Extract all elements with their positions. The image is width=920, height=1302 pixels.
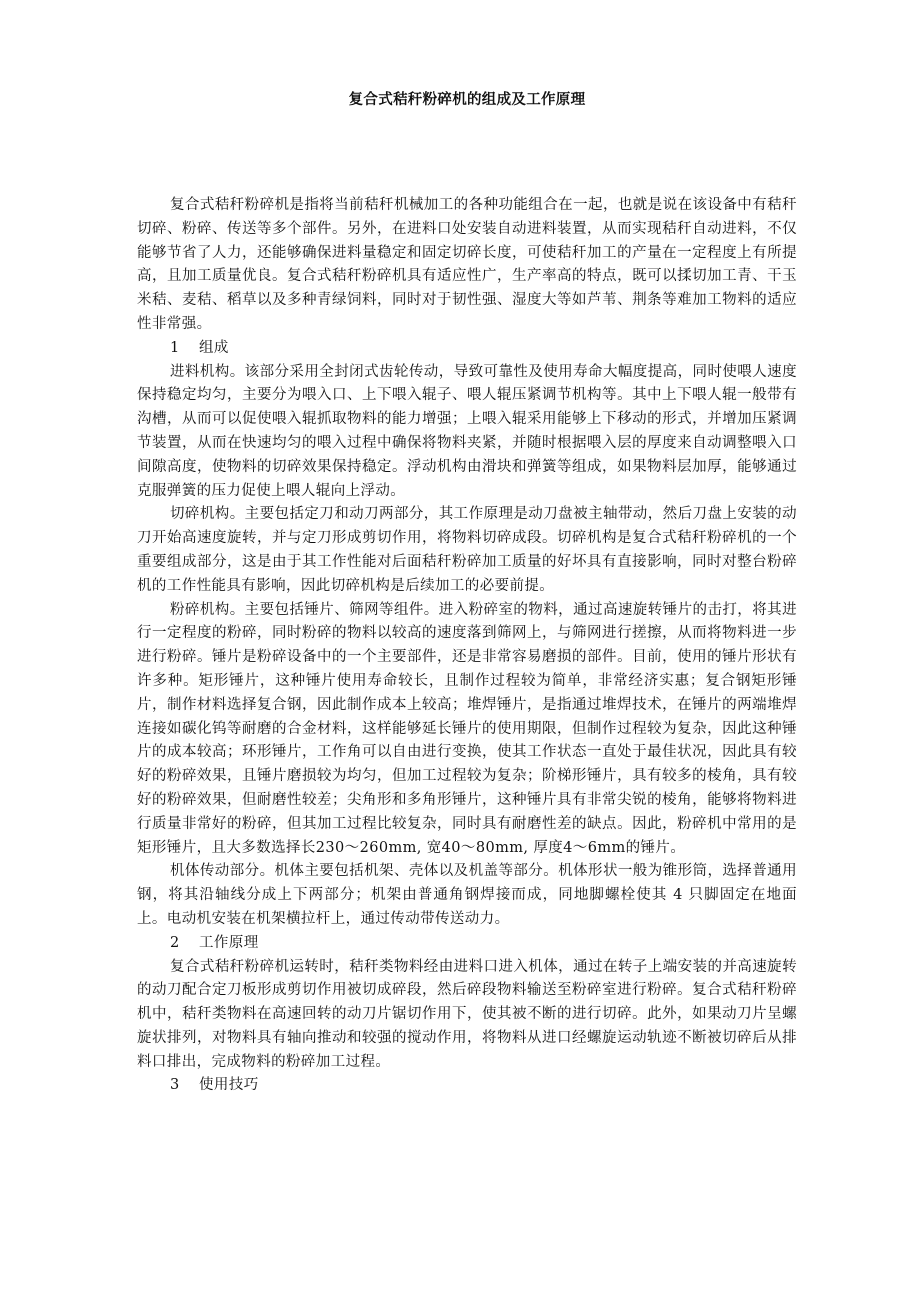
document-title: 复合式秸秆粉碎机的组成及工作原理 — [348, 91, 586, 108]
paragraph-feeding-mechanism: 进料机构。该部分采用全封闭式齿轮传动，导致可靠性及使用寿命大幅度提高，同时使喂人速度保持稳定均匀，主要分为喂入口、上下喂入辊子、喂人辊压紧调节机构等。其中上下喂人辊一般带有沟槽，从而可以促使喂入辊抓取物料的能力增强；上喂入辊采用能够上下移动的形式，并增加压紧调节装置，从而在快速均匀的喂入过程中确保将物料夹紧，并随时根据喂入层的厚度来自动调整喂入口间隙高度，使物料的切碎效果保持稳定。浮动机构由滑块和弹簧等组成，如果物料层加厚，能够通过克服弹簧的压力促使上喂人辊向上浮动。 — [137, 363, 797, 499]
paragraph-transmission: 机体传动部分。机体主要包括机架、壳体以及机盖等部分。机体形状一般为锥形筒，选择普通用钢，将其沿轴线分成上下两部分；机架由普通角钢焊接而成，同地脚螺栓使其 4 只脚固定在地面上。电动机安装在机架横拉杆上，通过传动带传送动力。 — [137, 863, 797, 927]
paragraph-crushing-mechanism: 粉碎机构。主要包括锤片、筛网等组件。进入粉碎室的物料，通过高速旋转锤片的击打，将其进行一定程度的粉碎，同时粉碎的物料以较高的速度落到筛网上，与筛网进行搓擦，从而将物料进一步进行粉碎。锤片是粉碎设备中的一个主要部件，还是非常容易磨损的部件。目前，使用的锤片形状有许多种。矩形锤片，这种锤片使用寿命较长，且制作过程较为简单，非常经济实惠；复合钢矩形锤片，制作材料选择复合钢，因此制作成本上较高；堆焊锤片，是指通过堆焊技术，在锤片的两端堆焊连接如碳化钨等耐磨的合金材料，这样能够延长锤片的使用期限，但制作过程较为复杂，因此这种锤片的成本较高；环形锤片，工作角可以自由进行变换，使其工作状态一直处于最佳状况，因此具有较好的粉碎效果，且锤片磨损较为均匀，但加工过程较为复杂；阶梯形锤片，具有较多的棱角，具有较好的粉碎效果，但耐磨性较差；尖角形和多角形锤片，这种锤片具有非常尖锐的棱角，能够将物料进行质量非常好的粉碎，但其加工过程比较复杂，同时具有耐磨性差的缺点。因此，粉碎机中常用的是矩形锤片，且大多数选择长230～260mm, 宽40～80mm, 厚度4～6mm的锤片。 — [137, 601, 797, 856]
document-page — [137, 88, 797, 1098]
intro-paragraph: 复合式秸秆粉碎机是指将当前秸秆机械加工的各种功能组合在一起，也就是说在该设备中有秸秆切碎、粉碎、传送等多个部件。另外，在进料口处安装自动进料装置，从而实现秸秆自动进料，不仅能够节省了人力，还能够确保进料量稳定和固定切碎长度，可使秸秆加工的产量在一定程度上有所提高，且加工质量优良。复合式秸秆粉碎机具有适应性广，生产率高的特点，既可以揉切加工青、干玉米秸、麦秸、稻草以及多种青绿饲料，同时对于韧性强、湿度大等如芦苇、荆条等难加工物料的适应性非常强。 — [137, 197, 797, 332]
section-title: 工作原理 — [199, 934, 259, 951]
paragraph-working-principle: 复合式秸秆粉碎机运转时，秸秆类物料经由进料口进入机体，通过在转子上端安装的并高速旋转的动刀配合定刀板形成剪切作用被切成碎段，然后碎段物料输送至粉碎室进行粉碎。复合式秸秆粉碎机中，秸秆类物料在高速回转的动刀片锯切作用下，使其被不断的进行切碎。此外，如果动刀片呈螺旋状排列，对物料具有轴向推动和较强的搅动作用，将物料从进口经螺旋运动轨迹不断被切碎后从排料口排出，完成物料的粉碎加工过程。 — [137, 958, 797, 1070]
section-number: 3 — [170, 1077, 180, 1094]
section-heading-composition — [137, 337, 797, 361]
section-number: 1 — [170, 339, 180, 356]
section-heading-working-principle — [137, 932, 797, 956]
section-heading-usage-tips — [137, 1074, 797, 1098]
section-title: 组成 — [199, 339, 229, 356]
section-title: 使用技巧 — [199, 1077, 259, 1094]
paragraph-cutting-mechanism: 切碎机构。主要包括定刀和动刀两部分，其工作原理是动刀盘被主轴带动，然后刀盘上安装的动刀开始高速度旋转，并与定刀形成剪切作用，将物料切碎成段。切碎机构是复合式秸秆粉碎机的一个重要组成部分，这是由于其工作性能对后面秸秆粉碎加工质量的好坏具有直接影响，同时对整台粉碎机的工作性能具有影响，因此切碎机构是后续加工的必要前提。 — [137, 506, 797, 594]
section-number: 2 — [170, 934, 180, 951]
